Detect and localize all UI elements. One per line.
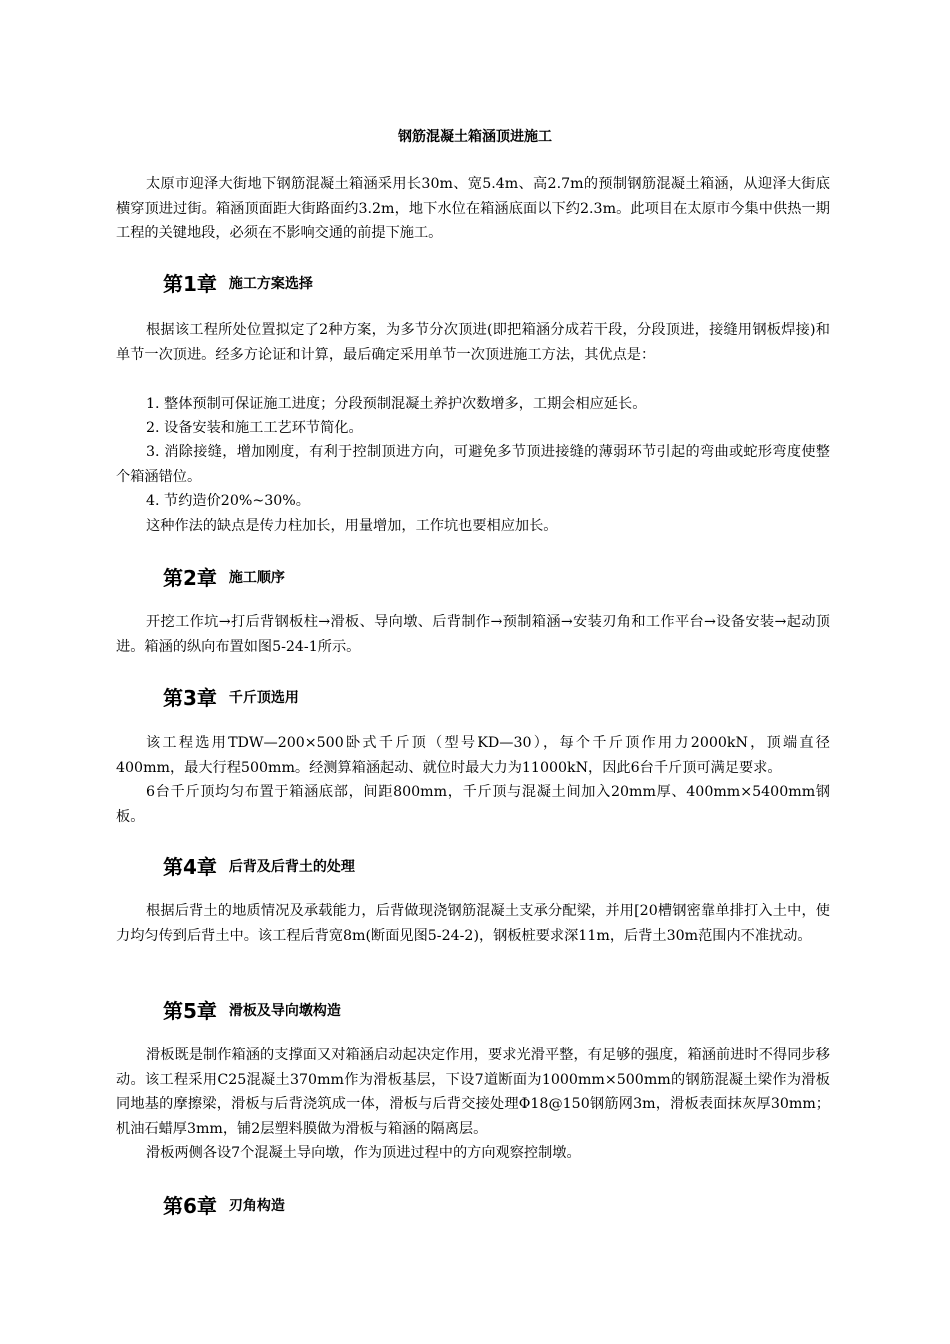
chapter-1-item-2: 2. 设备安装和施工工艺环节简化。	[146, 420, 363, 436]
chapter-2-number: 第2章	[163, 566, 217, 590]
chapter-4-title: 后背及后背土的处理	[228, 858, 355, 875]
chapter-3-number: 第3章	[163, 686, 217, 710]
chapter-1-heading	[163, 268, 313, 297]
chapter-2-paragraph: 开挖工作坑→打后背钢板柱→滑板、导向墩、后背制作→预制箱涵→安装刃角和工作平台→设备安装→起动顶进。箱涵的纵向布置如图5-24-1所示。	[116, 614, 830, 655]
chapter-4-heading	[163, 851, 355, 880]
chapter-6-heading	[163, 1190, 285, 1219]
intro-paragraph: 太原市迎泽大街地下钢筋混凝土箱涵采用长30m、宽5.4m、高2.7m的预制钢筋混凝土箱涵，从迎泽大街底横穿顶进过街。箱涵顶面距大街路面约3.2m，地下水位在箱涵底面以下约2.3m。此项目在太原市今集中供热一期工程的关键地段，必须在不影响交通的前提下施工。	[116, 176, 830, 241]
chapter-1-title: 施工方案选择	[228, 275, 313, 292]
chapter-2-heading	[163, 562, 285, 591]
chapter-5-paragraph-2: 滑板两侧各设7个混凝土导向墩，作为顶进过程中的方向观察控制墩。	[146, 1145, 581, 1161]
chapter-3-title: 千斤顶选用	[228, 689, 299, 706]
document-title: 钢筋混凝土箱涵顶进施工	[398, 129, 552, 145]
chapter-2-title: 施工顺序	[228, 569, 285, 586]
chapter-1-paragraph: 根据该工程所处位置拟定了2种方案，为多节分次顶进(即把箱涵分成若干段，分段顶进，接缝用钢板焊接)和单节一次顶进。经多方论证和计算，最后确定采用单节一次顶进施工方法，其优点是：	[116, 322, 830, 363]
chapter-1-item-1: 1. 整体预制可保证施工进度；分段预制混凝土养护次数增多，工期会相应延长。	[146, 396, 647, 412]
chapter-4-paragraph: 根据后背土的地质情况及承载能力，后背做现浇钢筋混凝土支承分配梁，并用[20槽钢密靠单排打入土中，使力均匀传到后背土中。该工程后背宽8m(断面见图5-24-2)，钢板桩要求深11m，后背土30m范围内不准扰动。	[116, 903, 830, 944]
chapter-1-item-4: 4. 节约造价20%~30%。	[146, 493, 310, 509]
chapter-5-heading	[163, 995, 341, 1024]
chapter-4-number: 第4章	[163, 855, 217, 879]
chapter-5-paragraph-1: 滑板既是制作箱涵的支撑面又对箱涵启动起决定作用，要求光滑平整，有足够的强度，箱涵前进时不得同步移动。该工程采用C25混凝土370mm作为滑板基层，下设7道断面为1000mm×500mm的钢筋混凝土梁作为滑板同地基的摩擦梁，滑板与后背浇筑成一体，滑板与后背交接处理Φ18@150钢筋网3m，滑板表面抹灰厚30mm；机油石蜡厚3mm，铺2层塑料膜做为滑板与箱涵的隔离层。	[116, 1047, 830, 1137]
chapter-1-drawback: 这种作法的缺点是传力柱加长，用量增加，工作坑也要相应加长。	[146, 518, 558, 534]
chapter-6-number: 第6章	[163, 1194, 217, 1218]
chapter-3-paragraph-1: 该工程选用TDW—200×500卧式千斤顶（型号KD—30），每个千斤顶作用力2000kN，顶端直径400mm，最大行程500mm。经测算箱涵起动、就位时最大力为11000kN，因此6台千斤顶可满足要求。	[116, 735, 830, 776]
chapter-3-paragraph-2: 6台千斤顶均匀布置于箱涵底部，间距800mm，千斤顶与混凝土间加入20mm厚、400mm×5400mm钢板。	[116, 784, 830, 825]
chapter-6-title: 刃角构造	[228, 1197, 285, 1214]
chapter-5-title: 滑板及导向墩构造	[228, 1002, 341, 1019]
chapter-5-number: 第5章	[163, 999, 217, 1023]
chapter-3-heading	[163, 682, 299, 711]
chapter-1-item-3: 3. 消除接缝，增加刚度，有利于控制顶进方向，可避免多节顶进接缝的薄弱环节引起的弯曲或蛇形弯度使整个箱涵错位。	[116, 444, 830, 485]
chapter-1-number: 第1章	[163, 272, 217, 296]
